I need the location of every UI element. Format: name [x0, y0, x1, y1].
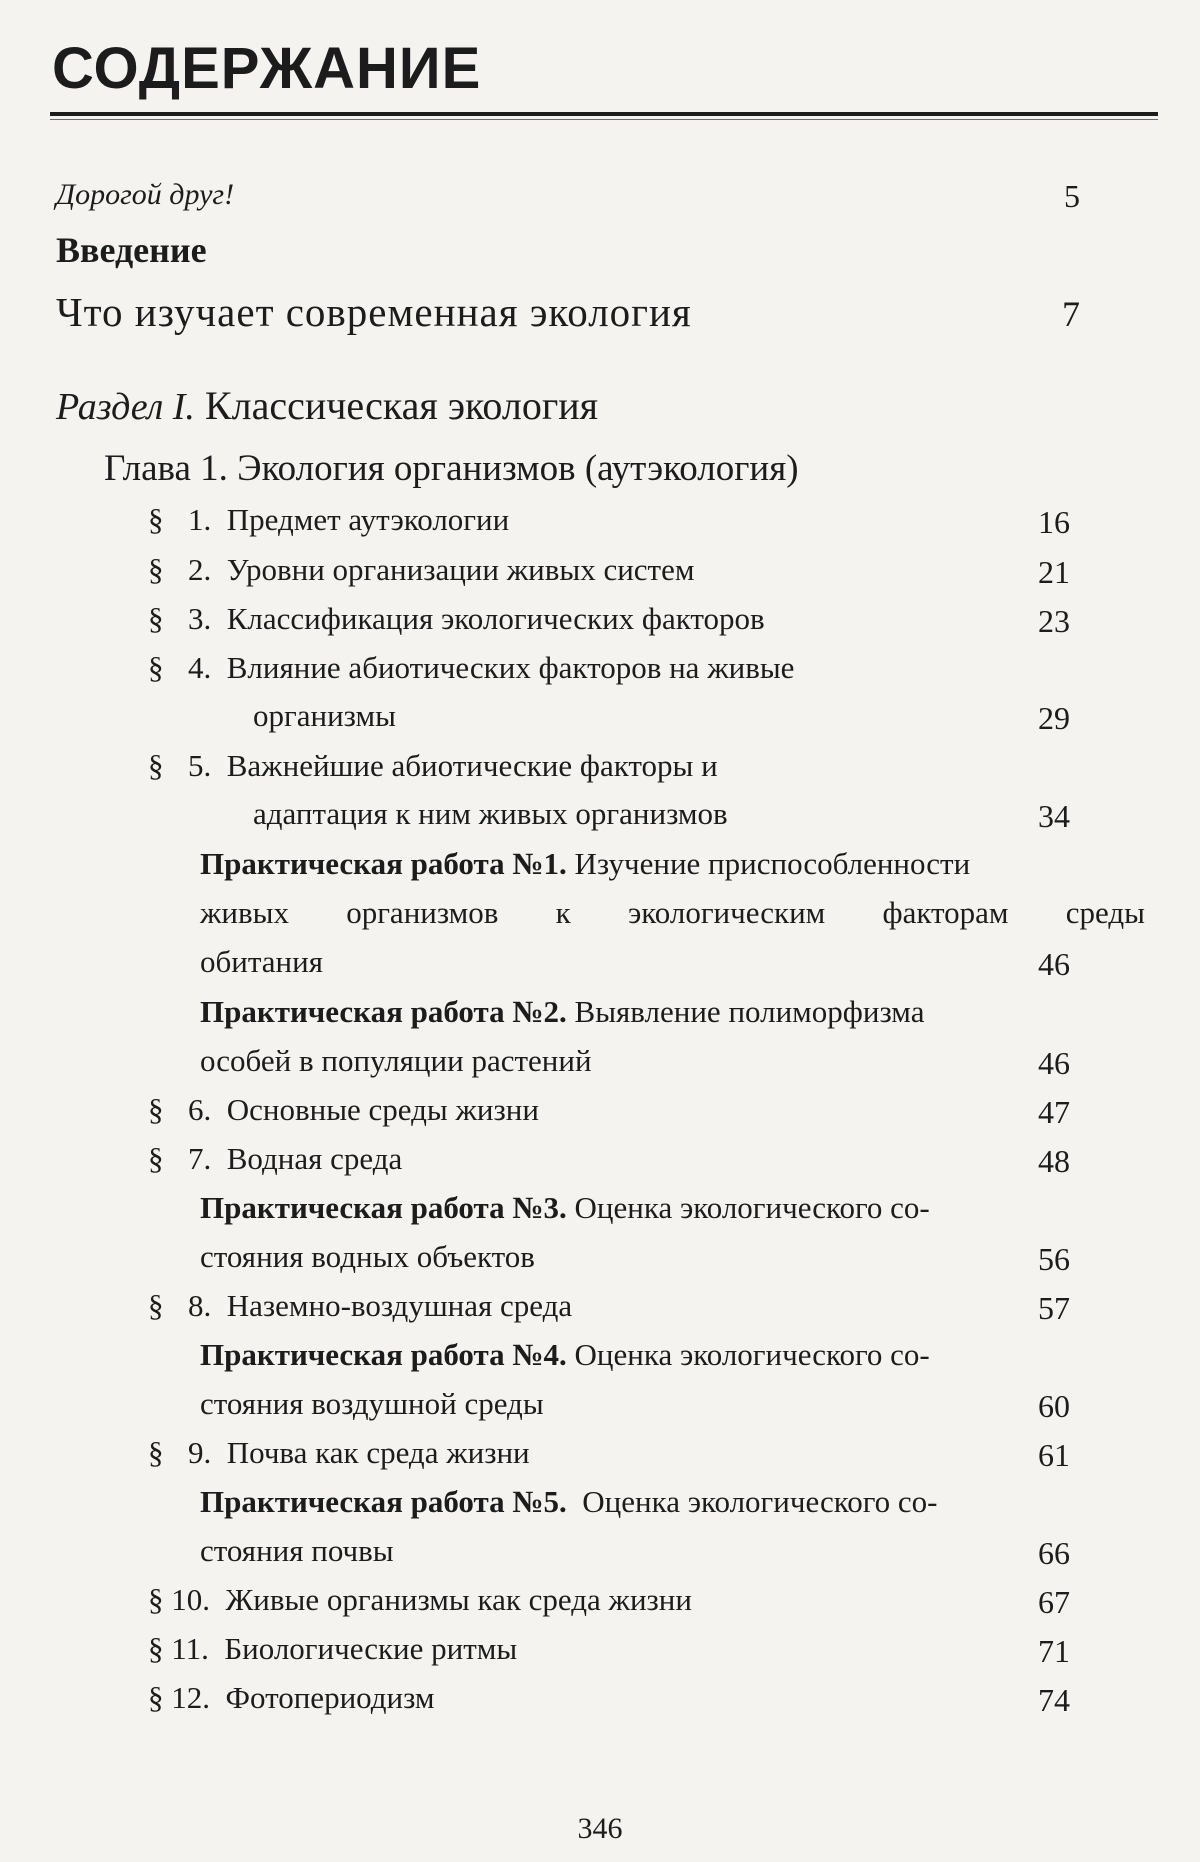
paragraph-sign: § [148, 601, 164, 636]
section-heading [56, 383, 599, 428]
entry-title: Водная среда [226, 1141, 403, 1176]
toc-entry-1 [148, 504, 509, 535]
paragraph-sign: § [148, 1288, 164, 1323]
intro-page: 7 [1062, 294, 1080, 334]
entry-number: 9. [188, 1435, 212, 1470]
toc-entry-2-page: 21 [1038, 554, 1070, 590]
practical-3-page: 56 [1038, 1241, 1070, 1277]
practical-1 [200, 848, 970, 879]
entry-number: 3. [188, 601, 212, 636]
entry-number: 7. [188, 1141, 212, 1176]
toc-entry-4 [148, 652, 794, 683]
toc-entry-5-line2: адаптация к ним живых организмов [253, 796, 728, 831]
entry-title: Классификация экологических факторов [226, 601, 765, 636]
practical-title-line1: Оценка экологического со- [574, 1337, 930, 1372]
practical-2-line2: особей в популяции растений [200, 1043, 592, 1078]
toc-entry-5 [148, 750, 718, 781]
paragraph-sign: § [148, 1631, 164, 1666]
paragraph-sign: § [148, 1435, 164, 1470]
toc-entry-9 [148, 1437, 530, 1468]
practical-1-line3: обитания [200, 944, 323, 979]
entry-number: 12. [171, 1680, 210, 1715]
toc-entry-4-line2: организмы [253, 698, 396, 733]
greeting-text: Дорогой друг! [56, 178, 235, 211]
toc-entry-2 [148, 554, 694, 585]
toc-entry-11 [148, 1633, 517, 1664]
entry-number: 8. [188, 1288, 212, 1323]
toc-entry-6-page: 47 [1038, 1094, 1070, 1130]
practical-1-line2: живых организмов к экологическим факторам среды [200, 895, 1145, 930]
practical-title-line1: Изучение приспособленности [574, 846, 971, 881]
practical-title-line1: Выявление полиморфизма [574, 994, 925, 1029]
entry-title: Наземно-воздушная среда [226, 1288, 573, 1323]
practical-label: Практическая работа №1. [200, 846, 567, 881]
toc-entry-7-page: 48 [1038, 1143, 1070, 1179]
contents-heading: СОДЕРЖАНИЕ [52, 36, 482, 101]
heading-rule [50, 112, 1158, 116]
practical-1-page: 46 [1038, 946, 1070, 982]
practical-4-line2: стояния воздушной среды [200, 1386, 544, 1421]
practical-5-page: 66 [1038, 1535, 1070, 1571]
entry-title-line1: Влияние абиотических факторов на живые [226, 650, 795, 685]
entry-number: 6. [188, 1092, 212, 1127]
toc-entry-12-page: 74 [1038, 1682, 1070, 1718]
paragraph-sign: § [148, 1141, 164, 1176]
practical-label: Практическая работа №2. [200, 994, 567, 1029]
entry-number: 10. [171, 1582, 210, 1617]
toc-entry-10-page: 67 [1038, 1584, 1070, 1620]
section-title: Классическая экология [204, 383, 599, 428]
chapter-title: Глава 1. Экология организмов (аутэкология) [104, 448, 799, 489]
toc-entry-9-page: 61 [1038, 1437, 1070, 1473]
toc-entry-6 [148, 1094, 539, 1125]
entry-title: Почва как среда жизни [226, 1435, 530, 1470]
paragraph-sign: § [148, 552, 164, 587]
entry-number: 4. [188, 650, 212, 685]
toc-entry-12 [148, 1682, 435, 1713]
intro-title: Что изучает современная экология [56, 289, 692, 335]
practical-2-page: 46 [1038, 1045, 1070, 1081]
practical-title-line1: Оценка экологического со- [582, 1484, 938, 1519]
practical-3 [200, 1192, 930, 1223]
paragraph-sign: § [148, 1582, 164, 1617]
toc-entry-8-page: 57 [1038, 1290, 1070, 1326]
heading-rule-thin [50, 119, 1158, 120]
practical-label: Практическая работа №3. [200, 1190, 567, 1225]
paragraph-sign: § [148, 650, 164, 685]
toc-entry-8 [148, 1290, 572, 1321]
greeting-page: 5 [1064, 178, 1080, 214]
entry-number: 5. [188, 748, 212, 783]
practical-4 [200, 1339, 930, 1370]
practical-4-page: 60 [1038, 1388, 1070, 1424]
paragraph-sign: § [148, 1092, 164, 1127]
entry-number: 11. [171, 1631, 209, 1666]
toc-entry-5-page: 34 [1038, 798, 1070, 834]
intro-heading: Введение [56, 230, 207, 270]
paragraph-sign: § [148, 748, 164, 783]
toc-entry-1-page: 16 [1038, 504, 1070, 540]
entry-title: Фотопериодизм [225, 1680, 435, 1715]
toc-entry-3 [148, 603, 765, 634]
practical-label: Практическая работа №5. [200, 1484, 567, 1519]
entry-title: Уровни организации живых систем [226, 552, 695, 587]
toc-entry-4-page: 29 [1038, 700, 1070, 736]
entry-number: 2. [188, 552, 212, 587]
toc-entry-10 [148, 1584, 692, 1615]
toc-entry-11-page: 71 [1038, 1633, 1070, 1669]
section-label: Раздел I. [56, 386, 195, 428]
paragraph-sign: § [148, 1680, 164, 1715]
page-number: 346 [577, 1812, 623, 1845]
entry-title: Основные среды жизни [226, 1092, 539, 1127]
entry-title-line1: Важнейшие абиотические факторы и [226, 748, 718, 783]
practical-3-line2: стояния водных объектов [200, 1239, 535, 1274]
entry-title: Живые организмы как среда жизни [225, 1582, 692, 1617]
entry-title: Предмет аутэкологии [226, 502, 510, 537]
practical-5-line2: стояния почвы [200, 1533, 394, 1568]
toc-entry-7 [148, 1143, 402, 1174]
practical-5 [200, 1486, 938, 1517]
practical-label: Практическая работа №4. [200, 1337, 567, 1372]
entry-number: 1. [188, 502, 212, 537]
practical-title-line1: Оценка экологического со- [574, 1190, 930, 1225]
toc-entry-3-page: 23 [1038, 603, 1070, 639]
paragraph-sign: § [148, 502, 164, 537]
practical-2 [200, 996, 924, 1027]
entry-title: Биологические ритмы [224, 1631, 518, 1666]
